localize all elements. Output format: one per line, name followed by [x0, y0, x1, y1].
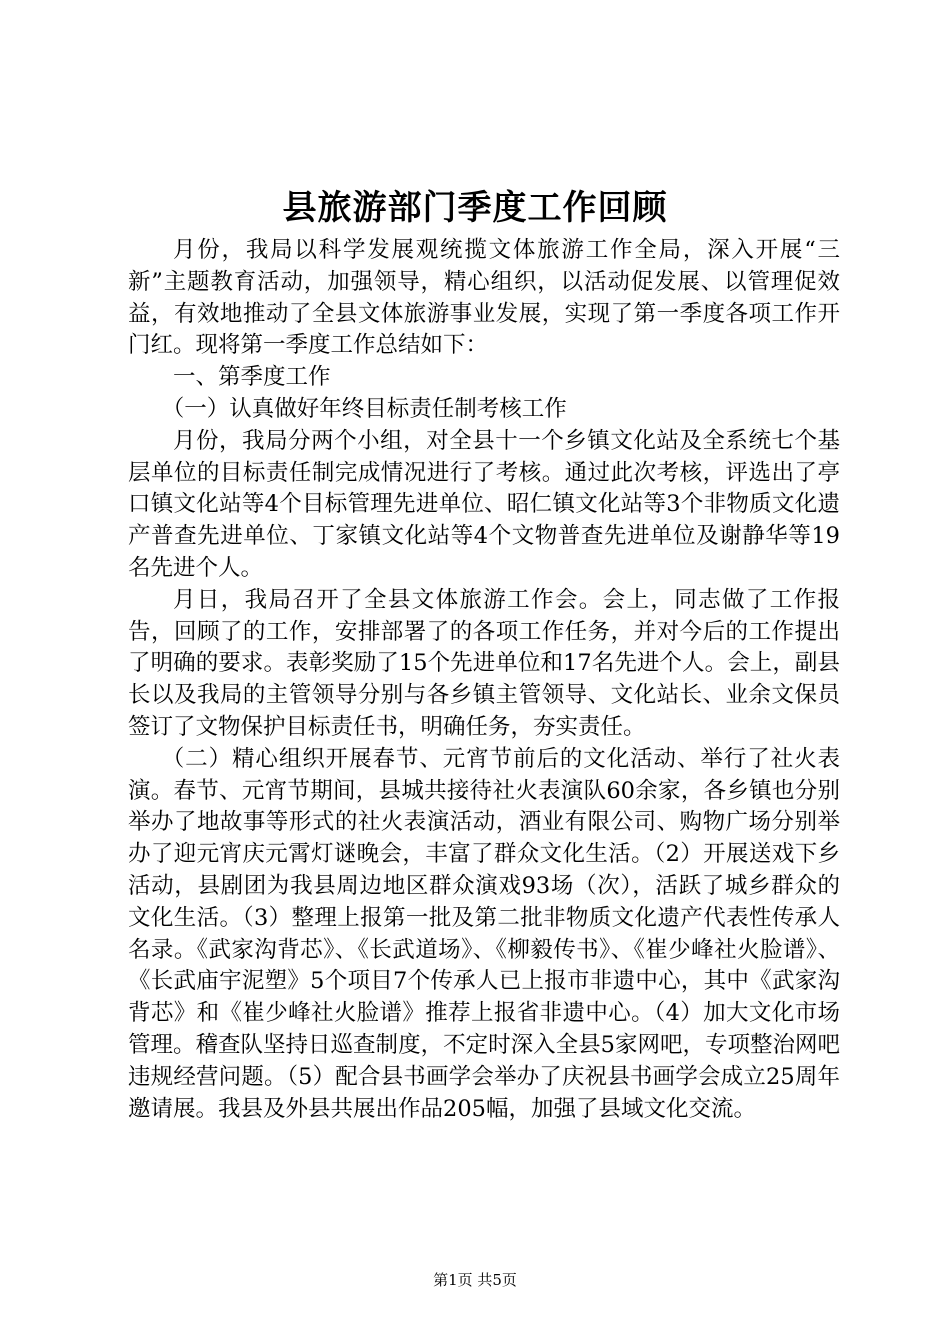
paragraph-meeting: 月日，我局召开了全县文体旅游工作会。会上，同志做了工作报告，回顾了的工作，安排部署了的各项工作任务，并对今后的工作提出了明确的要求。表彰奖励了15个先进单位和17名先进个人。会上，副县长以及我局的主管领导分别与各乡镇主管领导、文化站长、业余文保员签订了文物保护目标责任书，明确任务，夯实责任。 [128, 586, 840, 740]
section-heading: 一、第季度工作 [173, 364, 331, 391]
page-number-footer: 第1页 共5页 [433, 1271, 517, 1289]
document-body [128, 235, 840, 1125]
paragraph-festival-activities: （二）精心组织开展春节、元宵节前后的文化活动、举行了社火表演。春节、元宵节期间，县城共接待社火表演队60余家，各乡镇也分别举办了地故事等形式的社火表演活动，酒业有限公司、购物广场分别举办了迎元宵庆元霄灯谜晚会，丰富了群众文化生活。（2）开展送戏下乡活动，县剧团为我县周边地区群众演戏93场（次），活跃了城乡群众的文化生活。（3）整理上报第一批及第二批非物质文化遗产代表性传承人名录。《武家沟背芯》、《长武道场》、《柳毅传书》、《崔少峰社火脸谱》、《长武庙宇泥塑》5个项目7个传承人已上报市非遗中心，其中《武家沟背芯》和《崔少峰社火脸谱》推荐上报省非遗中心。（4）加大文化市场管理。稽查队坚持日巡查制度，不定时深入全县5家网吧，专项整治网吧违规经营问题。（5）配合县书画学会举办了庆祝县书画学会成立25周年邀请展。我县及外县共展出作品205幅，加强了县域文化交流。 [128, 745, 840, 1122]
document-title: 县旅游部门季度工作回顾 [282, 188, 668, 228]
paragraph-assessment: 月份，我局分两个小组，对全县十一个乡镇文化站及全系统七个基层单位的目标责任制完成情况进行了考核。通过此次考核，评选出了亭口镇文化站等4个目标管理先进单位、昭仁镇文化站等3个非物质文化遗产普查先进单位、丁家镇文化站等4个文物普查先进单位及谢静华等19名先进个人。 [128, 427, 840, 581]
subsection-heading-1: （一）认真做好年终目标责任制考核工作 [161, 395, 567, 422]
paragraph-intro: 月份，我局以科学发展观统揽文体旅游工作全局，深入开展“三新”主题教育活动，加强领导，精心组织，以活动促发展、以管理促效益，有效地推动了全县文体旅游事业发展，实现了第一季度各项工作开门红。现将第一季度工作总结如下： [128, 237, 840, 359]
